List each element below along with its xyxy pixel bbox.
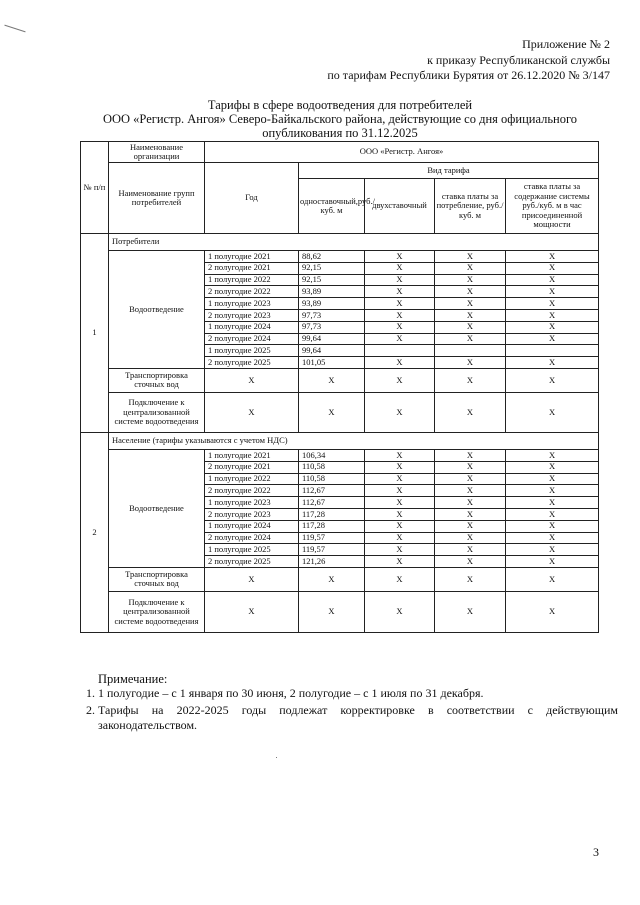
transport-maintenance-rate-cell: Х bbox=[506, 368, 599, 392]
maintenance-rate-cell: Х bbox=[506, 461, 599, 473]
consumption-rate-cell: Х bbox=[435, 449, 506, 461]
connection-two-rate-cell: Х bbox=[365, 591, 435, 632]
transport-year-cell: Х bbox=[205, 567, 299, 591]
connection-label: Подключение к централизованной системе водоотведения bbox=[109, 392, 205, 432]
service-label: Водоотведение bbox=[109, 251, 205, 369]
single-rate-cell: 92,15 bbox=[299, 262, 365, 274]
notes-title: Примечание: bbox=[98, 672, 168, 686]
single-rate-cell: 119,57 bbox=[299, 544, 365, 556]
connection-consumption-rate-cell: Х bbox=[435, 591, 506, 632]
maintenance-rate-cell: Х bbox=[506, 485, 599, 497]
transport-row bbox=[81, 567, 599, 591]
maintenance-rate-cell: Х bbox=[506, 357, 599, 369]
maintenance-rate-cell: Х bbox=[506, 286, 599, 298]
two-rate-cell: Х bbox=[365, 461, 435, 473]
consumption-rate-cell: Х bbox=[435, 532, 506, 544]
connection-row bbox=[81, 591, 599, 632]
annex-line-3: по тарифам Республики Бурятия от 26.12.2020 № 3/147 bbox=[327, 68, 610, 82]
header-tariff-type: Вид тарифа bbox=[299, 163, 599, 179]
single-rate-cell: 106,34 bbox=[299, 449, 365, 461]
maintenance-rate-cell: Х bbox=[506, 497, 599, 509]
connection-maintenance-rate-cell: Х bbox=[506, 392, 599, 432]
table-row bbox=[81, 234, 599, 251]
maintenance-rate-cell: Х bbox=[506, 298, 599, 310]
single-rate-cell: 117,28 bbox=[299, 508, 365, 520]
period-cell: 1 полугодие 2021 bbox=[205, 449, 299, 461]
header-single-rate: одноставочный,руб./ куб. м bbox=[299, 179, 365, 234]
two-rate-cell: Х bbox=[365, 286, 435, 298]
transport-year-cell: Х bbox=[205, 368, 299, 392]
consumption-rate-cell bbox=[435, 345, 506, 357]
single-rate-cell: 110,58 bbox=[299, 473, 365, 485]
two-rate-cell: Х bbox=[365, 251, 435, 263]
connection-year-cell: Х bbox=[205, 392, 299, 432]
connection-single-rate-cell: Х bbox=[299, 392, 365, 432]
single-rate-cell: 119,57 bbox=[299, 532, 365, 544]
note-item: 1. 1 полугодие – с 1 января по 30 июня, 2 полугодие – с 1 июля по 31 декабря. bbox=[98, 686, 618, 701]
two-rate-cell: Х bbox=[365, 497, 435, 509]
two-rate-cell: Х bbox=[365, 485, 435, 497]
connection-consumption-rate-cell: Х bbox=[435, 392, 506, 432]
table-row bbox=[81, 432, 599, 449]
header-two-rate: двухставочный bbox=[365, 179, 435, 234]
consumption-rate-cell: Х bbox=[435, 556, 506, 568]
annex-line-1: Приложение № 2 bbox=[522, 37, 610, 51]
two-rate-cell: Х bbox=[365, 333, 435, 345]
header-num: № п/п bbox=[81, 142, 109, 234]
consumption-rate-cell: Х bbox=[435, 473, 506, 485]
two-rate-cell: Х bbox=[365, 274, 435, 286]
consumption-rate-cell: Х bbox=[435, 298, 506, 310]
two-rate-cell: Х bbox=[365, 357, 435, 369]
transport-single-rate-cell: Х bbox=[299, 567, 365, 591]
period-cell: 2 полугодие 2021 bbox=[205, 262, 299, 274]
single-rate-cell: 97,73 bbox=[299, 321, 365, 333]
consumption-rate-cell: Х bbox=[435, 485, 506, 497]
connection-row bbox=[81, 392, 599, 432]
two-rate-cell: Х bbox=[365, 473, 435, 485]
title-line-2: ООО «Регистр. Ангоя» Северо-Байкальского района, действующие со дня официального bbox=[102, 112, 578, 126]
period-cell: 1 полугодие 2023 bbox=[205, 497, 299, 509]
period-cell: 1 полугодие 2024 bbox=[205, 520, 299, 532]
maintenance-rate-cell: Х bbox=[506, 321, 599, 333]
connection-label: Подключение к централизованной системе водоотведения bbox=[109, 591, 205, 632]
document-title bbox=[70, 98, 610, 140]
period-cell: 2 полугодие 2022 bbox=[205, 286, 299, 298]
single-rate-cell: 112,67 bbox=[299, 497, 365, 509]
maintenance-rate-cell: Х bbox=[506, 274, 599, 286]
maintenance-rate-cell: Х bbox=[506, 520, 599, 532]
two-rate-cell: Х bbox=[365, 520, 435, 532]
period-cell: 1 полугодие 2023 bbox=[205, 298, 299, 310]
two-rate-cell: Х bbox=[365, 309, 435, 321]
page-number: 3 bbox=[593, 845, 599, 859]
header-org-value: ООО «Регистр. Ангоя» bbox=[205, 142, 599, 163]
header-maintenance-rate: ставка платы за содержание системы руб./куб. м в час присоединенной мощности bbox=[506, 179, 599, 234]
single-rate-cell: 99,64 bbox=[299, 345, 365, 357]
single-rate-cell: 97,73 bbox=[299, 309, 365, 321]
transport-maintenance-rate-cell: Х bbox=[506, 567, 599, 591]
transport-two-rate-cell: Х bbox=[365, 567, 435, 591]
two-rate-cell: Х bbox=[365, 544, 435, 556]
period-cell: 2 полугодие 2024 bbox=[205, 532, 299, 544]
consumption-rate-cell: Х bbox=[435, 251, 506, 263]
service-label: Водоотведение bbox=[109, 449, 205, 567]
row-number: 1 bbox=[81, 234, 109, 433]
consumption-rate-cell: Х bbox=[435, 520, 506, 532]
single-rate-cell: 93,89 bbox=[299, 298, 365, 310]
maintenance-rate-cell: Х bbox=[506, 262, 599, 274]
notes-list bbox=[78, 686, 618, 735]
header-group: Наименование групп потребителей bbox=[109, 163, 205, 234]
period-cell: 1 полугодие 2024 bbox=[205, 321, 299, 333]
period-cell: 2 полугодие 2022 bbox=[205, 485, 299, 497]
consumption-rate-cell: Х bbox=[435, 508, 506, 520]
maintenance-rate-cell bbox=[506, 345, 599, 357]
transport-consumption-rate-cell: Х bbox=[435, 567, 506, 591]
period-cell: 2 полугодие 2025 bbox=[205, 357, 299, 369]
maintenance-rate-cell: Х bbox=[506, 449, 599, 461]
two-rate-cell: Х bbox=[365, 449, 435, 461]
maintenance-rate-cell: Х bbox=[506, 532, 599, 544]
consumer-group-label: Население (тарифы указываются с учетом НДС) bbox=[109, 432, 599, 449]
annex-line-2: к приказу Республиканской службы bbox=[427, 52, 610, 67]
title-line-1: Тарифы в сфере водоотведения для потребителей bbox=[207, 98, 473, 112]
maintenance-rate-cell: Х bbox=[506, 309, 599, 321]
connection-year-cell: Х bbox=[205, 591, 299, 632]
period-cell: 1 полугодие 2025 bbox=[205, 345, 299, 357]
two-rate-cell: Х bbox=[365, 298, 435, 310]
consumption-rate-cell: Х bbox=[435, 357, 506, 369]
period-cell: 2 полугодие 2023 bbox=[205, 309, 299, 321]
header-org: Наименование организации bbox=[109, 142, 205, 163]
two-rate-cell: Х bbox=[365, 262, 435, 274]
two-rate-cell: Х bbox=[365, 556, 435, 568]
single-rate-cell: 93,89 bbox=[299, 286, 365, 298]
consumption-rate-cell: Х bbox=[435, 497, 506, 509]
two-rate-cell bbox=[365, 345, 435, 357]
annex-header bbox=[327, 37, 610, 84]
period-cell: 2 полугодие 2023 bbox=[205, 508, 299, 520]
transport-two-rate-cell: Х bbox=[365, 368, 435, 392]
consumption-rate-cell: Х bbox=[435, 286, 506, 298]
single-rate-cell: 99,64 bbox=[299, 333, 365, 345]
transport-single-rate-cell: Х bbox=[299, 368, 365, 392]
maintenance-rate-cell: Х bbox=[506, 333, 599, 345]
consumption-rate-cell: Х bbox=[435, 461, 506, 473]
period-cell: 2 полугодие 2025 bbox=[205, 556, 299, 568]
note-item: 2. Тарифы на 2022-2025 годы подлежат корректировке в соответствии с действующим законодательством. bbox=[98, 703, 618, 733]
single-rate-cell: 121,26 bbox=[299, 556, 365, 568]
consumption-rate-cell: Х bbox=[435, 544, 506, 556]
table-row bbox=[81, 251, 599, 263]
consumption-rate-cell: Х bbox=[435, 262, 506, 274]
maintenance-rate-cell: Х bbox=[506, 508, 599, 520]
tariff-table bbox=[80, 141, 599, 633]
period-cell: 1 полугодие 2022 bbox=[205, 274, 299, 286]
transport-row bbox=[81, 368, 599, 392]
two-rate-cell: Х bbox=[365, 321, 435, 333]
maintenance-rate-cell: Х bbox=[506, 473, 599, 485]
transport-label: Транспортировка сточных вод bbox=[109, 567, 205, 591]
table-row bbox=[81, 449, 599, 461]
two-rate-cell: Х bbox=[365, 532, 435, 544]
maintenance-rate-cell: Х bbox=[506, 544, 599, 556]
period-cell: 1 полугодие 2025 bbox=[205, 544, 299, 556]
scan-artifact-line bbox=[4, 25, 25, 33]
consumption-rate-cell: Х bbox=[435, 321, 506, 333]
single-rate-cell: 110,58 bbox=[299, 461, 365, 473]
maintenance-rate-cell: Х bbox=[506, 251, 599, 263]
single-rate-cell: 117,28 bbox=[299, 520, 365, 532]
connection-single-rate-cell: Х bbox=[299, 591, 365, 632]
header-consumption-rate: ставка платы за потребление, руб./ куб. м bbox=[435, 179, 506, 234]
header-year: Год bbox=[205, 163, 299, 234]
single-rate-cell: 88,62 bbox=[299, 251, 365, 263]
period-cell: 1 полугодие 2021 bbox=[205, 251, 299, 263]
consumption-rate-cell: Х bbox=[435, 333, 506, 345]
consumer-group-label: Потребители bbox=[109, 234, 599, 251]
single-rate-cell: 112,67 bbox=[299, 485, 365, 497]
title-line-3: опубликования по 31.12.2025 bbox=[262, 126, 418, 140]
single-rate-cell: 101,05 bbox=[299, 357, 365, 369]
consumption-rate-cell: Х bbox=[435, 309, 506, 321]
two-rate-cell: Х bbox=[365, 508, 435, 520]
scan-artifact-dot bbox=[276, 757, 277, 758]
transport-consumption-rate-cell: Х bbox=[435, 368, 506, 392]
row-number: 2 bbox=[81, 432, 109, 632]
single-rate-cell: 92,15 bbox=[299, 274, 365, 286]
connection-maintenance-rate-cell: Х bbox=[506, 591, 599, 632]
connection-two-rate-cell: Х bbox=[365, 392, 435, 432]
period-cell: 2 полугодие 2021 bbox=[205, 461, 299, 473]
transport-label: Транспортировка сточных вод bbox=[109, 368, 205, 392]
maintenance-rate-cell: Х bbox=[506, 556, 599, 568]
period-cell: 1 полугодие 2022 bbox=[205, 473, 299, 485]
period-cell: 2 полугодие 2024 bbox=[205, 333, 299, 345]
consumption-rate-cell: Х bbox=[435, 274, 506, 286]
